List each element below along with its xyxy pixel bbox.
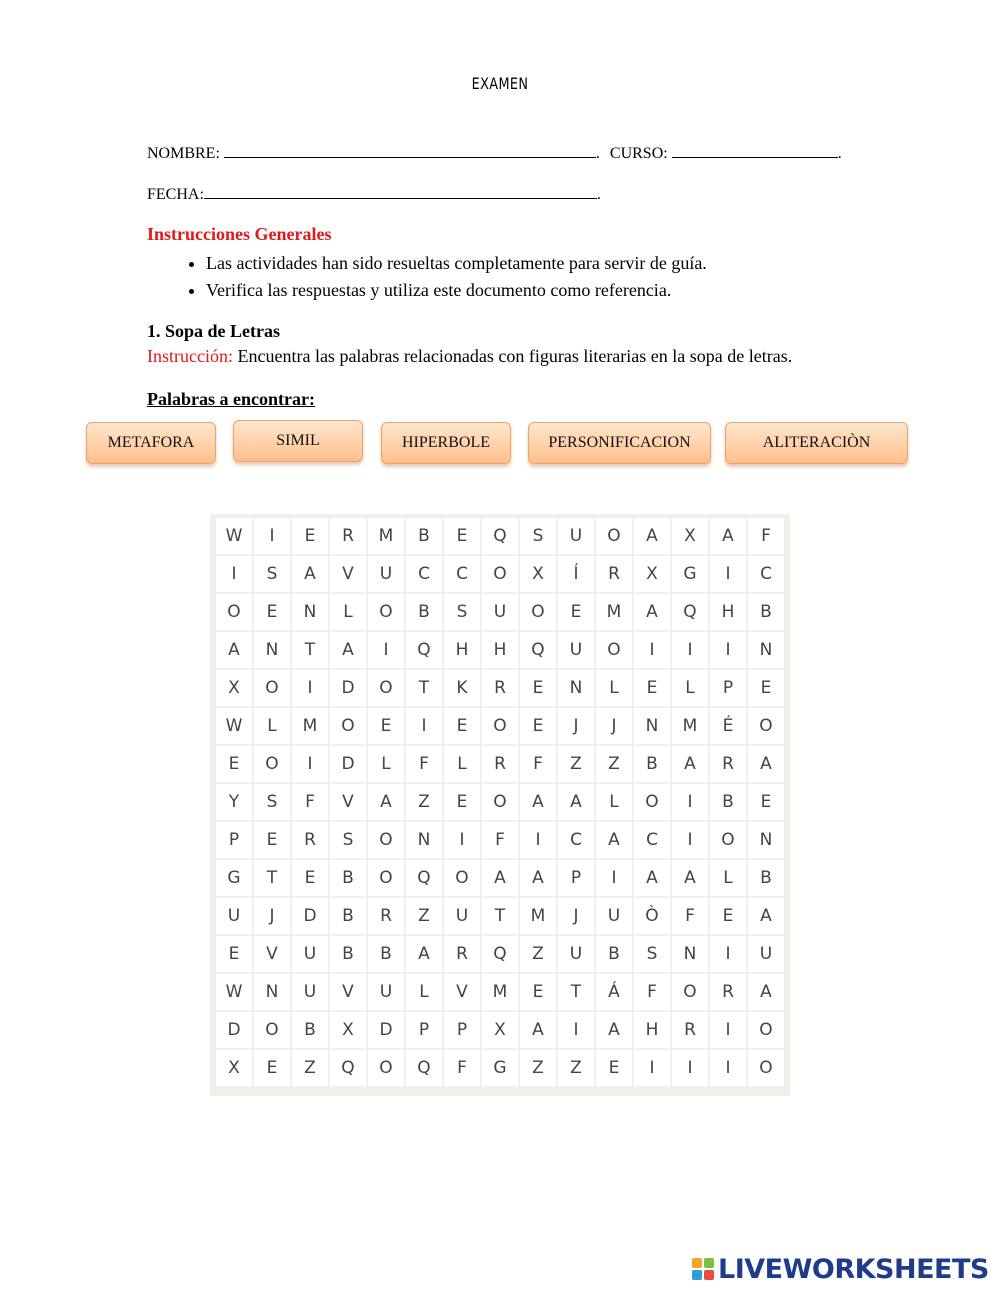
grid-cell[interactable]: E <box>444 784 480 820</box>
grid-cell[interactable]: A <box>748 746 784 782</box>
grid-cell[interactable]: R <box>444 936 480 972</box>
grid-cell[interactable]: Z <box>520 936 556 972</box>
grid-cell[interactable]: A <box>634 594 670 630</box>
grid-cell[interactable]: I <box>216 556 252 592</box>
grid-cell[interactable]: E <box>444 708 480 744</box>
grid-cell[interactable]: E <box>254 822 290 858</box>
grid-cell[interactable]: H <box>710 594 746 630</box>
word-chip-metafora: METAFORA <box>86 422 216 464</box>
grid-cell[interactable]: B <box>710 784 746 820</box>
grid-cell[interactable]: X <box>482 1012 518 1048</box>
grid-cell[interactable]: É <box>710 708 746 744</box>
grid-cell[interactable]: T <box>558 974 594 1010</box>
grid-cell[interactable]: I <box>672 1050 708 1086</box>
grid-cell[interactable]: R <box>596 556 632 592</box>
grid-cell[interactable]: U <box>368 556 404 592</box>
grid-cell[interactable]: E <box>292 860 328 896</box>
grid-cell[interactable]: O <box>368 670 404 706</box>
grid-cell[interactable]: E <box>368 708 404 744</box>
grid-cell[interactable]: B <box>368 936 404 972</box>
grid-cell[interactable]: B <box>406 594 442 630</box>
grid-cell[interactable]: O <box>216 594 252 630</box>
grid-cell[interactable]: I <box>710 936 746 972</box>
grid-cell[interactable]: G <box>672 556 708 592</box>
grid-cell[interactable]: A <box>672 746 708 782</box>
grid-cell[interactable]: O <box>596 632 632 668</box>
grid-cell[interactable]: I <box>710 1050 746 1086</box>
exam-title: EXAMEN <box>471 74 529 93</box>
grid-cell[interactable]: I <box>292 670 328 706</box>
grid-cell[interactable]: O <box>748 1050 784 1086</box>
curso-field[interactable] <box>672 143 838 158</box>
grid-cell[interactable]: A <box>520 860 556 896</box>
grid-cell[interactable]: L <box>330 594 366 630</box>
grid-cell[interactable]: Z <box>406 784 442 820</box>
grid-cell[interactable]: Q <box>330 1050 366 1086</box>
word-chip-hiperbole: HIPERBOLE <box>381 422 511 464</box>
grid-cell[interactable]: R <box>672 1012 708 1048</box>
grid-cell[interactable]: L <box>254 708 290 744</box>
grid-cell[interactable]: C <box>558 822 594 858</box>
grid-cell[interactable]: L <box>672 670 708 706</box>
grid-cell[interactable]: L <box>368 746 404 782</box>
grid-cell[interactable]: Z <box>558 746 594 782</box>
grid-cell[interactable]: R <box>710 974 746 1010</box>
grid-cell[interactable]: D <box>368 1012 404 1048</box>
grid-cell[interactable]: U <box>558 632 594 668</box>
grid-cell[interactable]: B <box>748 860 784 896</box>
word-search-board <box>210 514 790 1096</box>
grid-cell[interactable]: F <box>292 784 328 820</box>
grid-cell[interactable]: Ò <box>634 898 670 934</box>
curso-label: CURSO: <box>609 145 668 162</box>
grid-cell[interactable]: X <box>634 556 670 592</box>
grid-cell[interactable]: M <box>520 898 556 934</box>
grid-cell[interactable]: F <box>748 518 784 554</box>
grid-cell[interactable]: P <box>710 670 746 706</box>
grid-cell[interactable]: R <box>482 746 518 782</box>
grid-cell[interactable]: O <box>254 670 290 706</box>
logo-text: LIVEWORKSHEETS <box>718 1253 989 1285</box>
grid-cell[interactable]: V <box>330 974 366 1010</box>
grid-cell[interactable]: E <box>520 670 556 706</box>
grid-cell[interactable]: A <box>482 860 518 896</box>
grid-cell[interactable]: O <box>368 594 404 630</box>
grid-cell[interactable]: I <box>710 556 746 592</box>
grid-cell[interactable]: P <box>216 822 252 858</box>
grid-cell[interactable]: I <box>596 860 632 896</box>
grid-cell[interactable]: B <box>330 898 366 934</box>
grid-cell[interactable]: R <box>330 518 366 554</box>
grid-cell[interactable]: X <box>216 670 252 706</box>
grid-cell[interactable]: A <box>292 556 328 592</box>
grid-cell[interactable]: B <box>406 518 442 554</box>
grid-cell[interactable]: A <box>520 1012 556 1048</box>
grid-cell[interactable]: A <box>368 784 404 820</box>
grid-cell[interactable]: M <box>292 708 328 744</box>
fecha-label: FECHA: <box>147 186 204 203</box>
grid-cell[interactable]: U <box>558 936 594 972</box>
grid-cell[interactable]: F <box>406 746 442 782</box>
grid-cell[interactable]: A <box>634 860 670 896</box>
grid-cell[interactable]: N <box>406 822 442 858</box>
word-search-grid <box>216 518 784 1086</box>
nombre-row: NOMBRE: . CURSO: . <box>147 145 842 162</box>
logo-square <box>692 1258 702 1268</box>
grid-cell[interactable]: E <box>710 898 746 934</box>
grid-cell[interactable]: N <box>748 822 784 858</box>
grid-cell[interactable]: L <box>596 784 632 820</box>
grid-cell[interactable]: M <box>672 708 708 744</box>
fecha-row: FECHA: . <box>147 186 601 203</box>
grid-cell[interactable]: U <box>444 898 480 934</box>
grid-cell[interactable]: L <box>710 860 746 896</box>
logo-square <box>704 1270 714 1280</box>
grid-cell[interactable]: I <box>292 746 328 782</box>
grid-cell[interactable]: M <box>596 594 632 630</box>
grid-cell[interactable]: H <box>634 1012 670 1048</box>
fecha-field[interactable] <box>204 184 597 199</box>
grid-cell[interactable]: L <box>444 746 480 782</box>
grid-cell[interactable]: A <box>216 632 252 668</box>
grid-cell[interactable]: O <box>254 746 290 782</box>
grid-cell[interactable]: E <box>520 708 556 744</box>
instruction-item: • Las actividades han sido resueltas completamente para servir de guía. <box>206 250 707 277</box>
instruction-label: Instrucción: <box>147 346 233 366</box>
grid-cell[interactable]: B <box>330 936 366 972</box>
grid-cell[interactable]: M <box>482 974 518 1010</box>
grid-cell[interactable]: X <box>672 518 708 554</box>
grid-cell[interactable]: E <box>254 594 290 630</box>
grid-cell[interactable]: Z <box>596 746 632 782</box>
grid-cell[interactable]: X <box>216 1050 252 1086</box>
grid-cell[interactable]: J <box>596 708 632 744</box>
word-chip-simil: SIMIL <box>233 420 363 462</box>
grid-cell[interactable]: O <box>520 594 556 630</box>
instructions-list <box>170 250 707 304</box>
grid-cell[interactable]: O <box>482 784 518 820</box>
grid-cell[interactable]: E <box>596 1050 632 1086</box>
grid-cell[interactable]: A <box>520 784 556 820</box>
grid-cell[interactable]: E <box>254 1050 290 1086</box>
grid-cell[interactable]: O <box>748 1012 784 1048</box>
grid-cell[interactable]: I <box>672 784 708 820</box>
grid-cell[interactable]: C <box>406 556 442 592</box>
grid-cell[interactable]: I <box>558 1012 594 1048</box>
grid-cell[interactable]: O <box>634 784 670 820</box>
grid-cell[interactable]: E <box>748 670 784 706</box>
grid-cell[interactable]: U <box>292 936 328 972</box>
grid-cell[interactable]: E <box>634 670 670 706</box>
grid-cell[interactable]: I <box>634 632 670 668</box>
grid-cell[interactable]: U <box>216 898 252 934</box>
grid-cell[interactable]: S <box>444 594 480 630</box>
grid-cell[interactable]: A <box>558 784 594 820</box>
grid-cell[interactable]: A <box>672 860 708 896</box>
grid-cell[interactable]: D <box>330 746 366 782</box>
nombre-field[interactable] <box>224 143 596 158</box>
grid-cell[interactable]: I <box>634 1050 670 1086</box>
grid-cell[interactable]: Z <box>406 898 442 934</box>
grid-cell[interactable]: E <box>216 746 252 782</box>
grid-cell[interactable]: O <box>482 556 518 592</box>
grid-cell[interactable]: H <box>482 632 518 668</box>
grid-cell[interactable]: G <box>216 860 252 896</box>
grid-cell[interactable]: B <box>596 936 632 972</box>
grid-cell[interactable]: I <box>444 822 480 858</box>
grid-cell[interactable]: O <box>368 860 404 896</box>
grid-cell[interactable]: B <box>292 1012 328 1048</box>
grid-cell[interactable]: V <box>254 936 290 972</box>
grid-cell[interactable]: N <box>672 936 708 972</box>
grid-cell[interactable]: U <box>558 518 594 554</box>
grid-cell[interactable]: I <box>710 1012 746 1048</box>
grid-cell[interactable]: Z <box>520 1050 556 1086</box>
grid-cell[interactable]: E <box>748 784 784 820</box>
grid-cell[interactable]: Y <box>216 784 252 820</box>
grid-cell[interactable]: J <box>558 898 594 934</box>
grid-cell[interactable]: C <box>444 556 480 592</box>
grid-cell[interactable]: E <box>216 936 252 972</box>
grid-cell[interactable]: W <box>216 708 252 744</box>
grid-cell[interactable]: B <box>330 860 366 896</box>
grid-cell[interactable]: A <box>596 822 632 858</box>
grid-cell[interactable]: Q <box>406 632 442 668</box>
grid-cell[interactable]: O <box>444 860 480 896</box>
grid-cell[interactable]: U <box>748 936 784 972</box>
grid-cell[interactable]: O <box>672 974 708 1010</box>
grid-cell[interactable]: Q <box>672 594 708 630</box>
grid-cell[interactable]: O <box>482 708 518 744</box>
grid-cell[interactable]: Q <box>406 1050 442 1086</box>
grid-cell[interactable]: R <box>710 746 746 782</box>
grid-cell[interactable]: W <box>216 974 252 1010</box>
grid-cell[interactable]: A <box>596 1012 632 1048</box>
grid-cell[interactable]: T <box>254 860 290 896</box>
grid-cell[interactable]: I <box>710 632 746 668</box>
grid-cell[interactable]: O <box>710 822 746 858</box>
grid-cell[interactable]: J <box>558 708 594 744</box>
grid-cell[interactable]: N <box>634 708 670 744</box>
grid-cell[interactable]: M <box>368 518 404 554</box>
grid-cell[interactable]: X <box>520 556 556 592</box>
grid-cell[interactable]: O <box>368 1050 404 1086</box>
grid-cell[interactable]: Q <box>520 632 556 668</box>
grid-cell[interactable]: S <box>520 518 556 554</box>
liveworksheets-logo-icon <box>692 1258 714 1280</box>
grid-cell[interactable]: K <box>444 670 480 706</box>
grid-cell[interactable]: E <box>444 518 480 554</box>
grid-cell[interactable]: L <box>406 974 442 1010</box>
grid-cell[interactable]: I <box>672 822 708 858</box>
grid-cell[interactable]: F <box>634 974 670 1010</box>
liveworksheets-logo <box>692 1253 989 1285</box>
grid-cell[interactable]: E <box>520 974 556 1010</box>
grid-cell[interactable]: A <box>748 974 784 1010</box>
section-heading: 1. Sopa de Letras <box>147 321 281 341</box>
grid-cell[interactable]: A <box>406 936 442 972</box>
grid-cell[interactable]: N <box>748 632 784 668</box>
grid-cell[interactable]: Q <box>482 936 518 972</box>
grid-cell[interactable]: Z <box>292 1050 328 1086</box>
grid-cell[interactable]: F <box>520 746 556 782</box>
grid-cell[interactable]: N <box>254 632 290 668</box>
word-chip-personificacion: PERSONIFICACION <box>528 422 711 464</box>
general-instructions-heading: Instrucciones Generales <box>147 224 332 244</box>
grid-cell[interactable]: T <box>406 670 442 706</box>
grid-cell[interactable]: S <box>254 784 290 820</box>
grid-cell[interactable]: O <box>254 1012 290 1048</box>
grid-cell[interactable]: B <box>634 746 670 782</box>
grid-cell[interactable]: B <box>748 594 784 630</box>
grid-cell[interactable]: Á <box>596 974 632 1010</box>
word-chip-aliteracion: ALITERACIÒN <box>725 422 908 464</box>
grid-cell[interactable]: P <box>406 1012 442 1048</box>
grid-cell[interactable]: F <box>482 822 518 858</box>
grid-cell[interactable]: F <box>672 898 708 934</box>
grid-cell[interactable]: A <box>634 518 670 554</box>
grid-cell[interactable]: N <box>254 974 290 1010</box>
grid-cell[interactable]: G <box>482 1050 518 1086</box>
grid-cell[interactable]: I <box>406 708 442 744</box>
grid-cell[interactable]: F <box>444 1050 480 1086</box>
instruction-item: • Verifica las respuestas y utiliza este documento como referencia. <box>206 277 707 304</box>
grid-cell[interactable]: I <box>254 518 290 554</box>
grid-cell[interactable]: Q <box>482 518 518 554</box>
grid-cell[interactable]: O <box>330 708 366 744</box>
grid-cell[interactable]: R <box>482 670 518 706</box>
grid-cell[interactable]: O <box>596 518 632 554</box>
grid-cell[interactable]: P <box>444 1012 480 1048</box>
grid-cell[interactable]: S <box>634 936 670 972</box>
grid-cell[interactable]: S <box>254 556 290 592</box>
grid-cell[interactable]: U <box>368 974 404 1010</box>
grid-cell[interactable]: R <box>292 822 328 858</box>
grid-cell[interactable]: O <box>368 822 404 858</box>
grid-cell[interactable]: U <box>596 898 632 934</box>
grid-cell[interactable]: Z <box>558 1050 594 1086</box>
grid-cell[interactable]: V <box>330 784 366 820</box>
section-instruction <box>147 346 792 367</box>
grid-cell[interactable]: R <box>368 898 404 934</box>
grid-cell[interactable]: A <box>748 898 784 934</box>
grid-cell[interactable]: J <box>254 898 290 934</box>
instruction-text: Encuentra las palabras relacionadas con figuras literarias en la sopa de letras. <box>232 346 793 366</box>
grid-cell[interactable]: Í <box>558 556 594 592</box>
grid-cell[interactable]: E <box>558 594 594 630</box>
grid-cell[interactable]: N <box>292 594 328 630</box>
grid-cell[interactable]: E <box>292 518 328 554</box>
grid-cell[interactable]: A <box>710 518 746 554</box>
grid-cell[interactable]: V <box>330 556 366 592</box>
grid-cell[interactable]: W <box>216 518 252 554</box>
grid-cell[interactable]: C <box>748 556 784 592</box>
grid-cell[interactable]: D <box>330 670 366 706</box>
grid-cell[interactable]: A <box>330 632 366 668</box>
grid-cell[interactable]: N <box>558 670 594 706</box>
grid-cell[interactable]: D <box>216 1012 252 1048</box>
grid-cell[interactable]: I <box>368 632 404 668</box>
words-heading: Palabras a encontrar: <box>147 389 315 409</box>
grid-cell[interactable]: I <box>672 632 708 668</box>
nombre-label: NOMBRE: <box>147 145 220 162</box>
logo-square <box>692 1270 702 1280</box>
grid-cell[interactable]: T <box>292 632 328 668</box>
grid-cell[interactable]: Q <box>406 860 442 896</box>
logo-square <box>704 1258 714 1268</box>
grid-cell[interactable]: I <box>520 822 556 858</box>
grid-cell[interactable]: S <box>330 822 366 858</box>
grid-cell[interactable]: U <box>482 594 518 630</box>
grid-cell[interactable]: O <box>748 708 784 744</box>
grid-cell[interactable]: C <box>634 822 670 858</box>
grid-cell[interactable]: L <box>596 670 632 706</box>
grid-cell[interactable]: T <box>482 898 518 934</box>
grid-cell[interactable]: X <box>330 1012 366 1048</box>
grid-cell[interactable]: V <box>444 974 480 1010</box>
grid-cell[interactable]: H <box>444 632 480 668</box>
grid-cell[interactable]: D <box>292 898 328 934</box>
grid-cell[interactable]: P <box>558 860 594 896</box>
grid-cell[interactable]: U <box>292 974 328 1010</box>
